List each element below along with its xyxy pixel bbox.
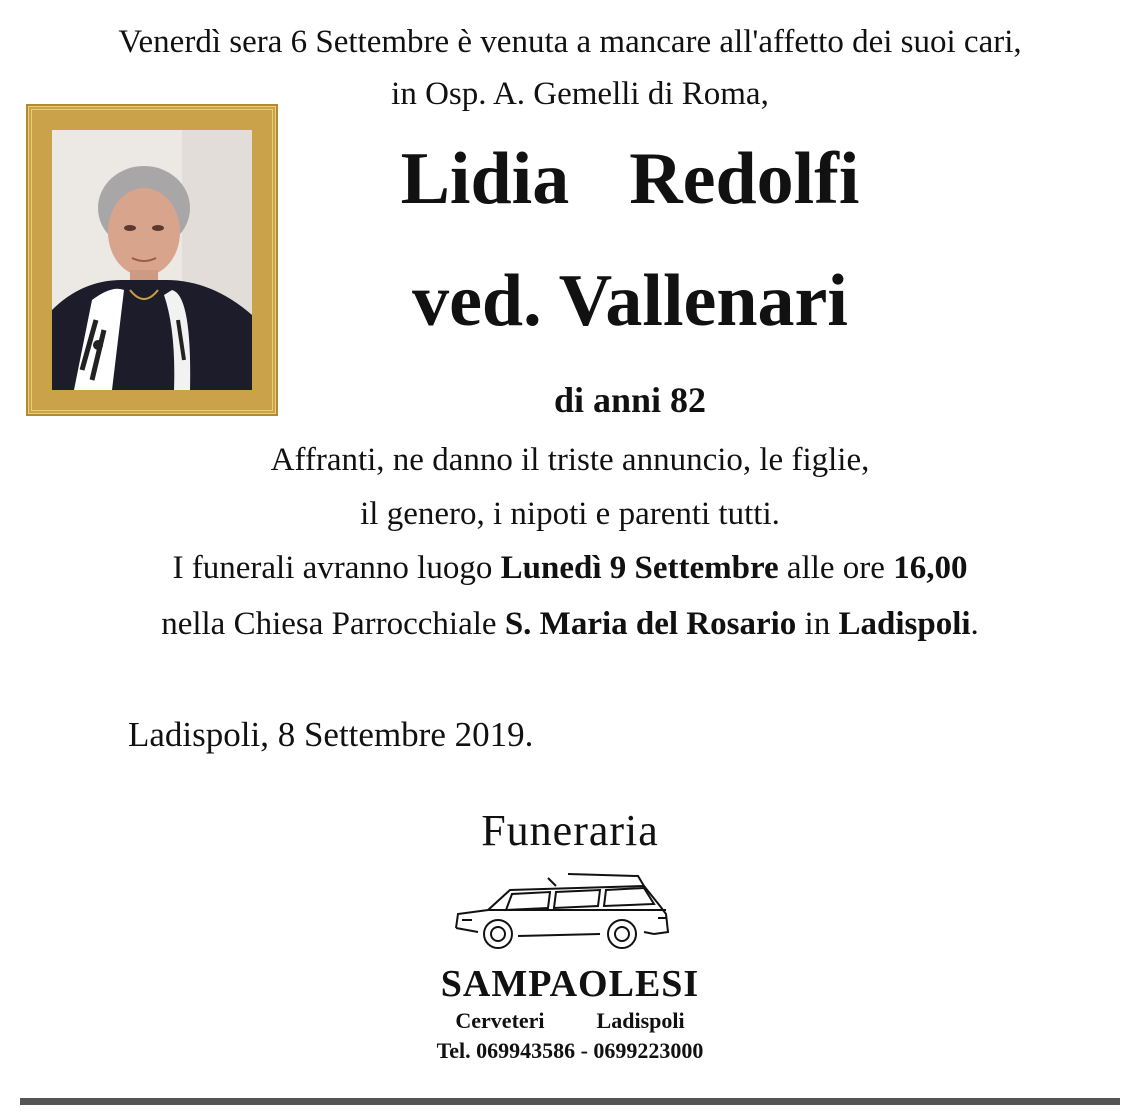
city-1: Cerveteri bbox=[455, 1008, 545, 1033]
portrait-image bbox=[52, 130, 252, 390]
place-and-date: Ladispoli, 8 Settembre 2019. bbox=[128, 715, 534, 754]
church-city: Ladispoli bbox=[838, 606, 971, 642]
church-mid: in bbox=[804, 606, 831, 642]
church-name: S. Maria del Rosario bbox=[504, 606, 797, 642]
hearse-icon bbox=[448, 866, 678, 962]
age: di anni 82 bbox=[553, 380, 707, 420]
widow-of-name: ved. Vallenari bbox=[412, 260, 848, 342]
portrait-photo bbox=[28, 106, 276, 414]
announcement-line-2: il genero, i nipoti e parenti tutti. bbox=[360, 496, 780, 532]
announcement-line-1: Affranti, ne danno il triste annuncio, le figlie, bbox=[270, 442, 870, 478]
funeral-home-title: Funeraria bbox=[481, 806, 659, 855]
funeral-details bbox=[0, 548, 1140, 588]
intro-line-1: Venerdì sera 6 Settembre è venuta a mancare all'affetto dei suoi cari, bbox=[118, 24, 1022, 60]
funeral-home-name: SAMPAOLESI bbox=[440, 963, 700, 1005]
church-end: . bbox=[970, 606, 979, 642]
city-2: Ladispoli bbox=[596, 1008, 685, 1033]
bottom-divider bbox=[20, 1098, 1120, 1105]
first-name: Lidia bbox=[400, 138, 570, 220]
funeral-home-phones: Tel. 069943586 - 0699223000 bbox=[436, 1038, 704, 1063]
funeral-home-cities bbox=[380, 1008, 760, 1034]
church-prefix: nella Chiesa Parrocchiale bbox=[161, 606, 497, 642]
funeral-day: Lunedì 9 Settembre bbox=[500, 550, 779, 586]
church-details bbox=[0, 604, 1140, 644]
last-name: Redolfi bbox=[629, 138, 860, 220]
intro-line-2-text: in Osp. A. Gemelli di Roma, bbox=[391, 76, 769, 112]
funeral-mid: alle ore bbox=[786, 550, 885, 586]
funeral-prefix: I funerali avranno luogo bbox=[172, 550, 493, 586]
funeral-time: 16,00 bbox=[893, 550, 968, 586]
deceased-name bbox=[280, 134, 980, 224]
